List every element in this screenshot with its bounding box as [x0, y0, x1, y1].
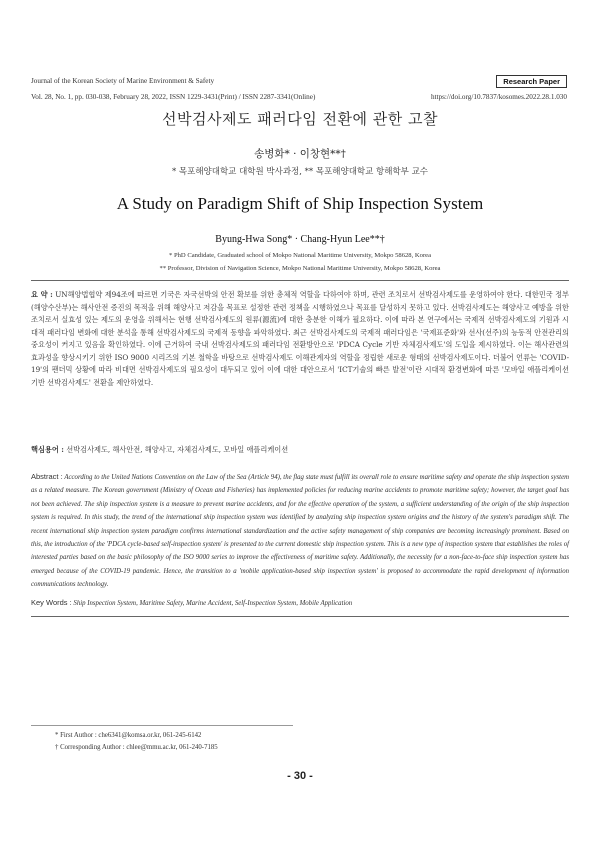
divider-top [31, 280, 569, 281]
korean-keywords [31, 445, 288, 455]
volume-info: Vol. 28, No. 1, pp. 030-038, February 28, 2022, ISSN 1229-3431(Print) / ISSN 2287-3341(Online) [31, 93, 316, 101]
research-paper-badge: Research Paper [496, 75, 567, 88]
english-keywords-text: Ship Inspection System, Maritime Safety, Marine Accident, Self-Inspection System, Mobile Application [73, 600, 353, 607]
english-keywords-label: Key Words : [31, 598, 72, 607]
english-abstract-text: According to the United Nations Convention on the Law of the Sea (Article 94), the flag state must fulfill its overall role to ensure maritime safety and operate the ship inspection system as a related measure. The Korean government (Ministry of Ocean and Fisheries) has implemented policies for reducing marine accidents to promote maritime safety; however, the target goal has not been achieved. The ship inspection system is a measure to prevent marine accidents, and for the effective operation of the system, a sufficient understanding of the origin of the ship inspection system is required. In this study, the trend of the international ship inspection system was identified by analyzing ship inspection system origins and the history of the system's paradigm shift. The recent international ship inspection system paradigm confirms international standardization and the active safety management of ship companies are becoming increasingly prominent. Based on this, the introduction of the 'PDCA cycle-based self-inspection system' is presented to the current domestic ship inspection system. This is a new type of inspection system that establishes the roles of interested parties based on the basic philosophy of the ISO 9000 series to improve the effectiveness of maritime safety. Additionally, the necessity for a non-face-to-face ship inspection system has emerged because of the COVID-19 pandemic. Hence, the transition to a 'mobile application-based ship inspection system' is proposed to accommodate the rapid development of information communications technology. [31, 474, 569, 589]
korean-title: 선박검사제도 패러다임 전환에 관한 고찰 [162, 110, 438, 128]
english-title: A Study on Paradigm Shift of Ship Inspection System [116, 194, 484, 213]
footnote-corresponding-author: † Corresponding Author : chlee@mmu.ac.kr, 061-240-7185 [55, 744, 218, 751]
korean-abstract-label: 요 약 : [31, 290, 53, 299]
english-keywords [31, 598, 352, 607]
korean-affiliation: * 목포해양대학교 대학원 박사과정, ** 목포해양대학교 항해학부 교수 [171, 167, 429, 177]
english-abstract-label: Abstract : [31, 472, 63, 481]
korean-abstract-text: UN해양법협약 제94조에 따르면 기국은 자국선박의 안전 확보를 위한 총체적 역할을 다하여야 하며, 관련 조치로서 선박검사제도를 운영하여야 한다. 대한민국 정부(해양수산부)는 해사안전 증진의 목적을 위해 해양사고 저감을 목표로 설정한 관련 정책을 시행하였으나 목표를 달성하지 못하고 있다. 선박검사제도는 해양사고 예방을 위한 조치로서 실효성 있는 제도의 운영을 위해서는 현행 선박검사제도의 원류(源流)에 대한 충분한 이해가 필요하다. 이에 따라 본 연구에서는 국제적 선박검사제도의 기원과 시대적 패러다임 변화에 대한 분석을 통해 선박검사제도의 국제적 동향을 파악하였다. 최근 선박검사제도의 국제적 패러다임은 '국제표준화'와 선사(선주)의 능동적 안전관리의 중요성이 커지고 있음을 확인하였다. 이에 근거하여 국내 선박검사제도의 패러다임 전환방안으로 'PDCA Cycle 기반 자체검사제도'의 도입을 제시하였다. 이는 해사관련의 효과성을 향상시키기 위한 ISO 9000 시리즈의 기본 철학을 바탕으로 선박검사제도 이해관계자의 역할을 정립한 새로운 형태의 선박검사제도이다. 더불어 언류는 'COVID-19'의 팬더믹 상황에 따라 비대면 선박검사제도의 필요성이 대두되고 있어 이에 대한 대안으로서 'ICT기술의 빠른 발전'이란 시대적 환경변화에 따른 '모바일 애플리케이션 기반 선박검사제도' 전환을 제안하였다. [31, 290, 570, 387]
doi-link[interactable]: https://doi.org/10.7837/kosomes.2022.28.1.030 [430, 93, 567, 101]
journal-name: Journal of the Korean Society of Marine Environment & Safety [31, 77, 215, 85]
english-affiliation-1: * PhD Candidate, Graduated school of Mokpo National Maritime University, Mokpo 58628, Korea [169, 252, 431, 259]
footnote-first-author: * First Author : che6341@komsa.or.kr, 061-245-6142 [55, 732, 202, 739]
korean-keywords-label: 핵심용어 : [31, 445, 64, 454]
divider-bottom [31, 616, 569, 617]
english-authors: Byung-Hwa Song* · Chang-Hyun Lee**† [215, 234, 385, 245]
korean-authors: 송병화* · 이창현**† [254, 148, 346, 160]
english-affiliation-2: ** Professor, Division of Navigation Science, Mokpo National Maritime University, Mokpo 58628, Korea [159, 265, 441, 272]
page-number: - 30 - [287, 770, 313, 782]
korean-abstract [31, 289, 569, 389]
footnote-rule [31, 725, 293, 726]
korean-keywords-text: 선박검사제도, 해사안전, 해양사고, 자체검사제도, 모바일 애플리케이션 [66, 445, 289, 454]
english-abstract [31, 470, 569, 592]
